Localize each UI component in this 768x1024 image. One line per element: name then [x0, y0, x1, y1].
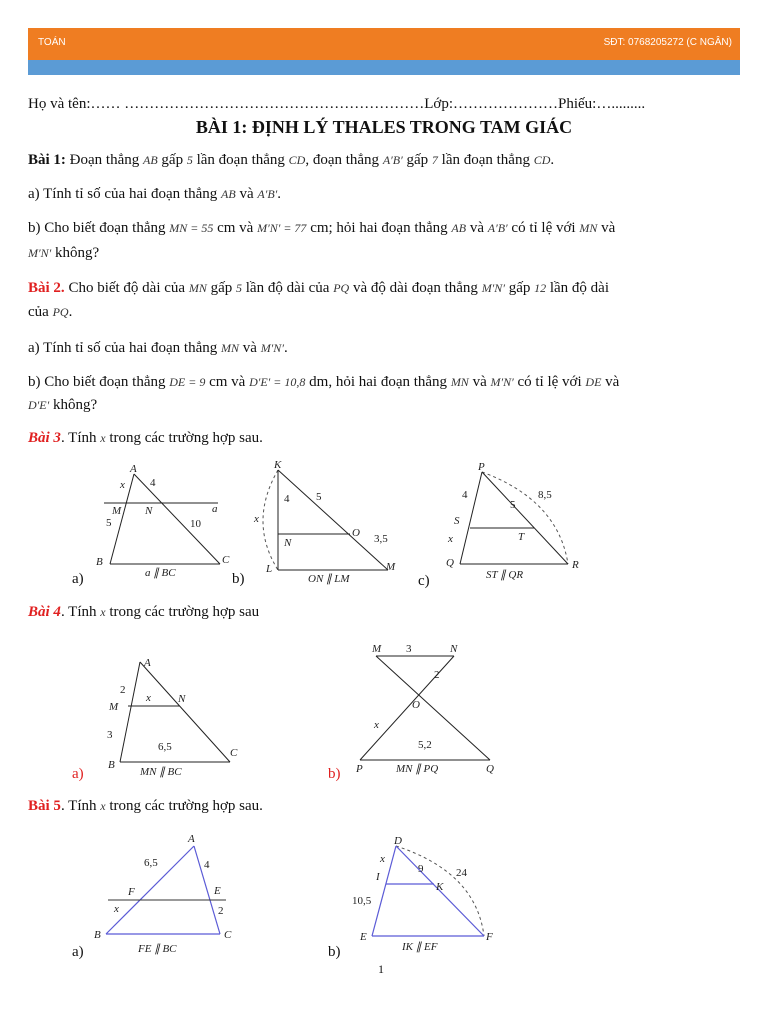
bai4b-label-x: x — [374, 719, 379, 731]
bai5a-label-x: x — [114, 903, 119, 915]
bai4a-label-2: 2 — [120, 684, 126, 696]
bai4a-label-N: N — [178, 693, 186, 705]
bai3a-caption: a ∥ BC — [145, 567, 176, 579]
bai5a-label-65: 6,5 — [144, 857, 158, 869]
bai5b-caption: IK ∥ EF — [402, 941, 438, 953]
bai5a-caption: FE ∥ BC — [138, 943, 177, 955]
bai5b-label-K: K — [436, 881, 444, 893]
bai4-sub-a: a) — [72, 766, 84, 782]
bai4b-label-M: M — [372, 643, 382, 655]
bai3-sub-c: c) — [418, 573, 430, 589]
bai3a-label-a: a — [212, 503, 218, 515]
bai4b-label-3: 3 — [406, 643, 412, 655]
bai3b-label-4: 4 — [284, 493, 290, 505]
header-accent-bar — [28, 60, 740, 75]
bai3c-label-P: P — [478, 461, 485, 473]
bai4b-label-N: N — [450, 643, 458, 655]
page-number: 1 — [378, 962, 384, 976]
bai3c-label-S: S — [454, 515, 460, 527]
bai3c-caption: ST ∥ QR — [486, 569, 524, 581]
header-bar — [28, 28, 740, 60]
bai3b-label-K: K — [274, 459, 282, 471]
bai3-label: Bài 3 — [28, 430, 61, 446]
bai5a-label-4: 4 — [204, 859, 210, 871]
bai4a-label-C: C — [230, 747, 238, 759]
bai5b-label-9: 9 — [418, 863, 424, 875]
bai3-sub-b: b) — [232, 571, 245, 587]
bai1-part-a: a) Tính tỉ số của hai đoạn thẳng AB và A′B′. — [28, 186, 282, 202]
bai5a-label-A: A — [188, 833, 195, 845]
bai3c-label-R: R — [572, 559, 579, 571]
bai3-figure-a — [90, 460, 240, 580]
bai3-sub-a: a) — [72, 571, 84, 587]
bai4a-caption: MN ∥ BC — [140, 766, 182, 778]
bai5-figure-a — [90, 830, 250, 960]
bai3b-caption: ON ∥ LM — [308, 573, 350, 585]
bai3c-label-4: 4 — [462, 489, 468, 501]
bai3b-label-M: M — [386, 561, 396, 573]
bai3a-label-4: 4 — [150, 477, 156, 489]
bai3a-label-A: A — [130, 463, 137, 475]
header-phone: SĐT: 0768205272 (C NGÂN) — [603, 37, 732, 48]
bai3a-label-C: C — [222, 554, 230, 566]
bai5-sub-a: a) — [72, 944, 84, 960]
bai4-statement: Bài 4. Tính x trong các trường hợp sau — [28, 604, 260, 620]
bai3c-label-5: 5 — [510, 499, 516, 511]
bai3b-label-35: 3,5 — [374, 533, 388, 545]
bai4a-label-65: 6,5 — [158, 741, 172, 753]
bai4b-label-52: 5,2 — [418, 739, 432, 751]
bai2-part-a: a) Tính tỉ số của hai đoạn thẳng MN và M′N′. — [28, 340, 288, 356]
bai3b-label-x: x — [254, 513, 259, 525]
bai5a-label-F: F — [128, 886, 135, 898]
bai5b-label-I: I — [376, 871, 380, 883]
bai5-label: Bài 5 — [28, 798, 61, 814]
bai5b-label-x: x — [380, 853, 385, 865]
bai1-label: Bài 1: — [28, 152, 66, 168]
bai3a-label-x: x — [120, 479, 125, 491]
bai3c-label-x: x — [448, 533, 453, 545]
page-title: BÀI 1: ĐỊNH LÝ THALES TRONG TAM GIÁC — [195, 117, 573, 137]
bai4a-label-M: M — [109, 701, 119, 713]
bai3c-label-Q: Q — [446, 557, 454, 569]
bai3b-label-L: L — [266, 563, 273, 575]
bai4b-label-P: P — [356, 763, 363, 775]
bai3a-label-10: 10 — [190, 518, 201, 530]
bai5a-label-E: E — [214, 885, 221, 897]
bai5a-label-2: 2 — [218, 905, 224, 917]
bai3-statement: Bài 3. Tính x trong các trường hợp sau. — [28, 430, 263, 446]
bai5b-label-F: F — [486, 931, 493, 943]
bai4a-label-3: 3 — [107, 729, 113, 741]
bai5b-label-24: 24 — [456, 867, 467, 879]
bai4b-label-Q: Q — [486, 763, 494, 775]
bai3a-label-B: B — [96, 556, 103, 568]
bai4-figure-b — [350, 638, 510, 780]
bai1-part-b: b) Cho biết đoạn thẳng MN = 55 cm và M′N′ = 77 cm; hỏi hai đoạn thẳng AB và A′B′ có tỉ lệ với MN và — [28, 220, 616, 236]
bai4-sub-b: b) — [328, 766, 341, 782]
bai3a-label-M: M — [112, 505, 122, 517]
bai2-statement-cont: của PQ. — [28, 304, 73, 320]
bai3a-label-N: N — [145, 505, 153, 517]
bai3-figure-b — [254, 459, 418, 585]
bai5a-label-B: B — [94, 929, 101, 941]
bai5a-label-C: C — [224, 929, 232, 941]
bai3b-label-N: N — [284, 537, 292, 549]
bai5b-label-E: E — [360, 931, 367, 943]
bai4a-label-B: B — [108, 759, 115, 771]
bai1-part-b-cont: M′N′ không? — [28, 245, 100, 261]
bai5-sub-b: b) — [328, 944, 341, 960]
student-info-line: Họ và tên:…… ……………………………………………………Lớp:…………………Phiếu:…......... — [28, 96, 646, 112]
header-subject: TOÁN — [38, 37, 66, 48]
bai4b-label-O: O — [412, 699, 420, 711]
bai4b-label-2: 2 — [434, 669, 440, 681]
bai3c-label-T: T — [518, 531, 525, 543]
bai2-part-b: b) Cho biết đoạn thẳng DE = 9 cm và D′E′ = 10,8 dm, hỏi hai đoạn thẳng MN và M′N′ có tỉ lệ với DE và — [28, 374, 620, 390]
bai4-figure-a — [96, 650, 256, 780]
bai5b-label-105: 10,5 — [352, 895, 372, 907]
bai3a-label-5: 5 — [106, 517, 112, 529]
bai5-statement: Bài 5. Tính x trong các trường hợp sau. — [28, 798, 263, 814]
bai5b-label-D: D — [394, 835, 402, 847]
bai3b-label-O: O — [352, 527, 360, 539]
bai4-label: Bài 4 — [28, 604, 61, 620]
bai4a-label-x: x — [146, 692, 151, 704]
bai2-part-b-cont: D′E′ không? — [28, 397, 98, 413]
bai3b-label-5: 5 — [316, 491, 322, 503]
bai5-figure-b — [346, 832, 506, 962]
bai1-statement: Bài 1: Đoạn thẳng AB gấp 5 lần đoạn thẳng CD, đoạn thẳng A′B′ gấp 7 lần đoạn thẳng CD. — [28, 152, 555, 168]
bai3c-label-85: 8,5 — [538, 489, 552, 501]
bai2-label: Bài 2. — [28, 280, 65, 296]
bai3-figure-c — [440, 460, 590, 582]
bai4b-caption: MN ∥ PQ — [396, 763, 439, 775]
bai4a-label-A: A — [144, 657, 151, 669]
bai2-statement: Bài 2. Cho biết độ dài của MN gấp 5 lần độ dài của PQ và độ dài đoạn thẳng M′N′ gấp 12 lần độ dài — [28, 280, 610, 296]
